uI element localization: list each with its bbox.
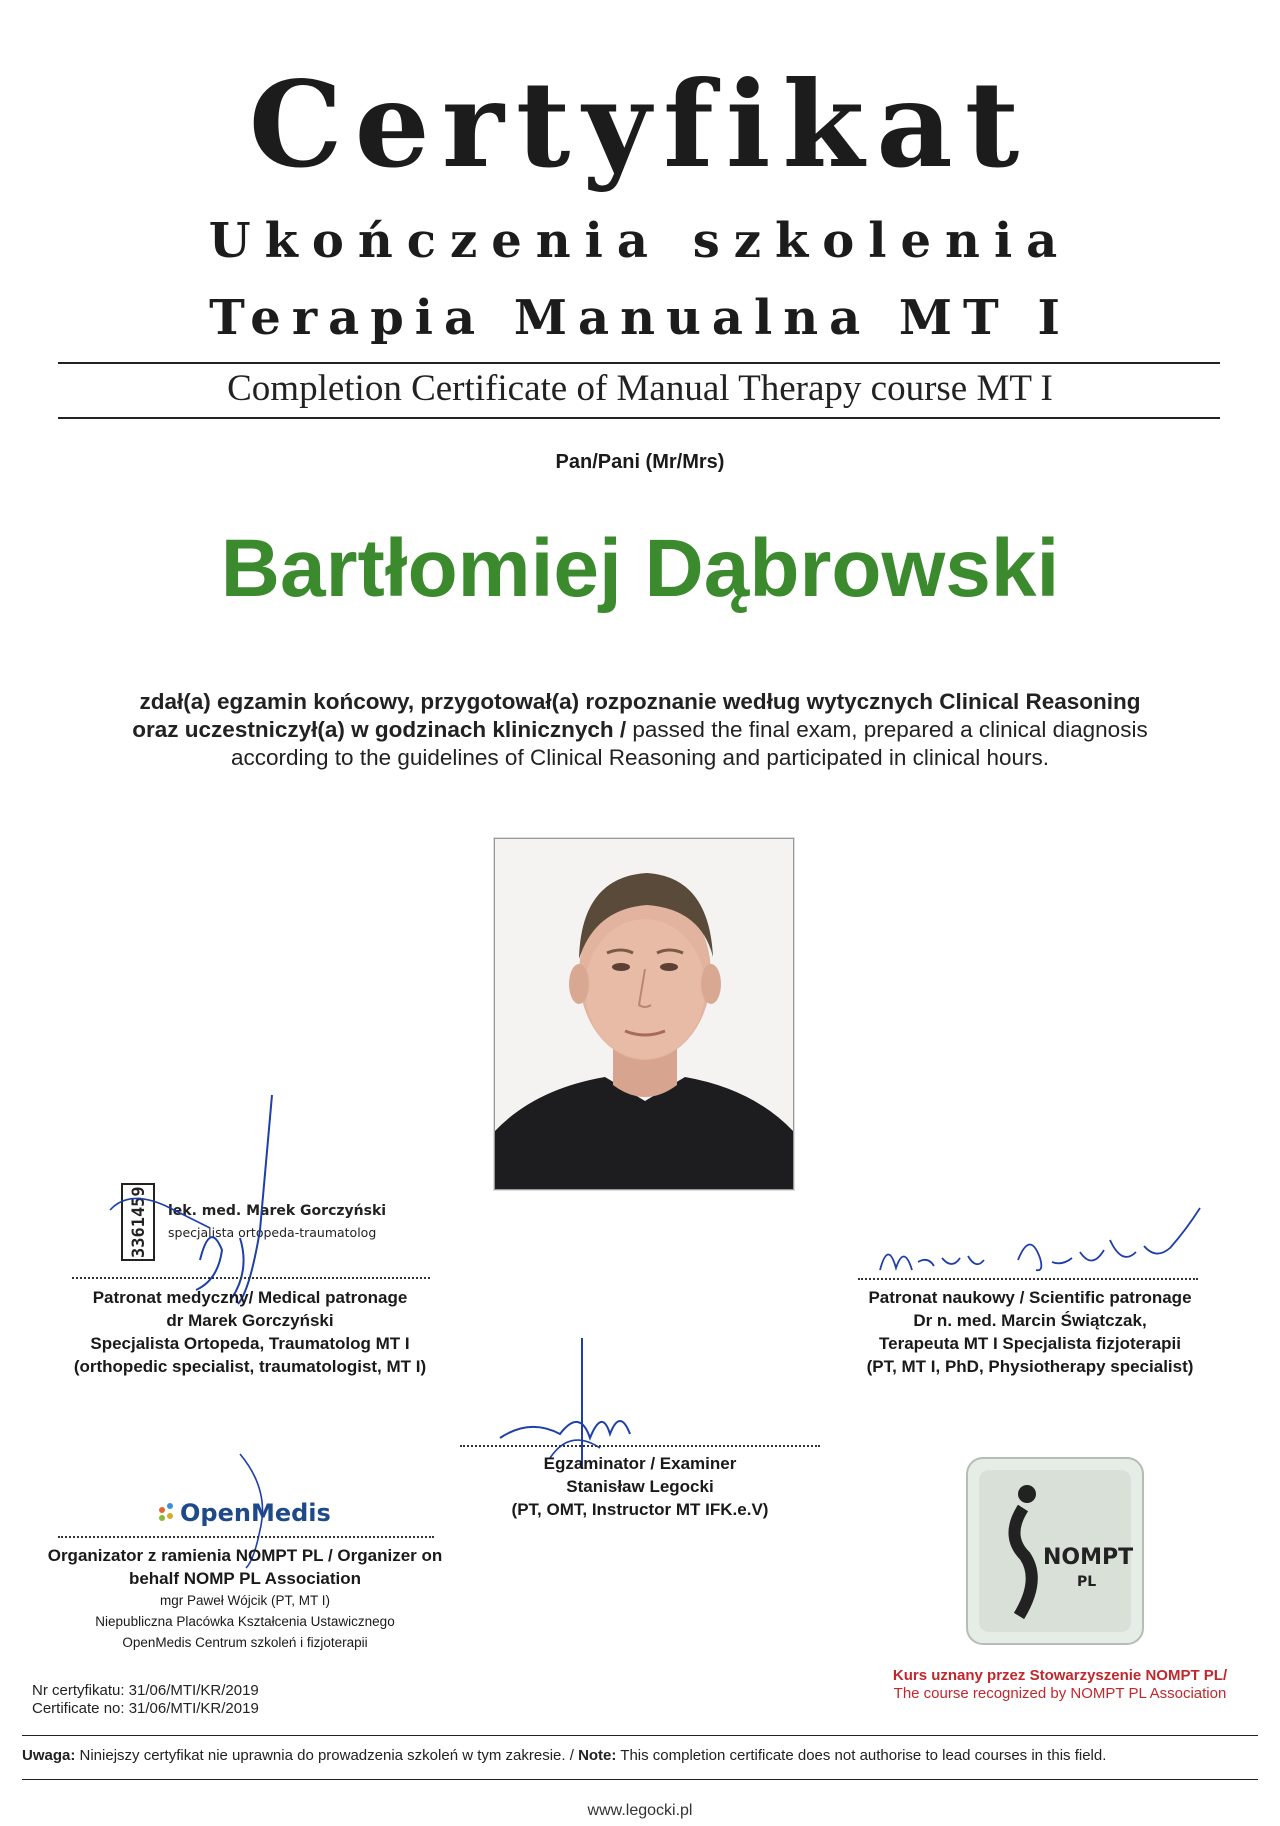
portrait-photo <box>494 838 794 1190</box>
portrait-image <box>495 839 793 1189</box>
stamp-line-2: specjalista ortopeda-traumatolog <box>168 1225 377 1240</box>
certificate-subtitle: Ukończenia szkolenia <box>208 213 1072 269</box>
openmedis-logo-text: OpenMedis <box>180 1499 331 1527</box>
logo-dot-icon <box>159 1507 165 1513</box>
medical-patron-role: Specjalista Ortopeda, Traumatolog MT I <box>90 1334 410 1353</box>
organizer-signature-line <box>58 1536 434 1538</box>
organizer-title: Organizator z ramienia NOMPT PL / Organizer on <box>47 1546 443 1565</box>
note-top-rule <box>22 1735 1258 1736</box>
medical-patron-role-en: (orthopedic specialist, traumatologist, MT I) <box>73 1357 427 1376</box>
examiner-block <box>440 1452 840 1521</box>
top-rule <box>58 362 1220 364</box>
nompt-figure-icon <box>1018 1485 1036 1503</box>
note-text-en: This completion certificate does not authorise to lead courses in this field. <box>616 1747 1107 1764</box>
certificate-title: Certyfikat <box>248 55 1032 194</box>
organizer-block <box>40 1544 450 1653</box>
scientific-patron-role: Terapeuta MT I Specjalista fizjoterapii <box>879 1334 1181 1353</box>
organizer-institution: Niepubliczna Placówka Kształcenia Ustawicznego <box>95 1614 395 1629</box>
recognition <box>870 1667 1250 1703</box>
examiner-title: Egzaminator / Examiner <box>543 1454 737 1473</box>
stamp-line-1: lek. med. Marek Gorczyński <box>168 1203 387 1219</box>
statement-pl-2: oraz uczestniczył(a) w godzinach klinicznych / <box>132 717 627 742</box>
scientific-patron-title: Patronat naukowy / Scientific patronage <box>868 1288 1192 1307</box>
scientific-signature-line <box>858 1278 1198 1280</box>
certificate-number <box>32 1682 259 1718</box>
hologram-brand: NOMPT <box>1043 1545 1134 1570</box>
examiner-name: Stanisław Legocki <box>566 1477 714 1496</box>
salutation: Pan/Pani (Mr/Mrs) <box>555 451 725 473</box>
statement-en-2: according to the guidelines of Clinical Reasoning and participated in clinical hours. <box>231 745 1049 770</box>
note-label-pl: Uwaga: <box>22 1747 76 1764</box>
stamp-number: 3361459 <box>129 1186 149 1258</box>
medical-patron-name: dr Marek Gorczyński <box>166 1311 334 1330</box>
recognition-en: The course recognized by NOMPT PL Association <box>893 1685 1227 1702</box>
nompt-hologram <box>965 1456 1145 1646</box>
medical-patron-block <box>40 1286 460 1378</box>
hologram-sub: PL <box>1077 1574 1097 1590</box>
scientific-patron-name: Dr n. med. Marcin Świątczak, <box>913 1311 1147 1330</box>
note-bottom-rule <box>22 1779 1258 1780</box>
course-name: Terapia Manualna MT I <box>209 290 1071 346</box>
note-text-pl: Niniejszy certyfikat nie uprawnia do prowadzenia szkoleń w tym zakresie. / <box>75 1747 579 1764</box>
english-title: Completion Certificate of Manual Therapy course MT I <box>227 368 1053 409</box>
scientific-patron-role-en: (PT, MT I, PhD, Physiotherapy specialist) <box>866 1357 1194 1376</box>
recipient-name: Bartłomiej Dąbrowski <box>220 523 1060 614</box>
statement-en-1: passed the final exam, prepared a clinical diagnosis <box>626 717 1148 742</box>
organizer-person: mgr Paweł Wójcik (PT, MT I) <box>159 1593 330 1608</box>
medical-patron-title: Patronat medyczny/ Medical patronage <box>92 1288 408 1307</box>
certificate-number-en: Certificate no: 31/06/MTI/KR/2019 <box>32 1700 259 1717</box>
recognition-pl: Kurs uznany przez Stowarzyszenie NOMPT PL/ <box>892 1667 1228 1684</box>
note-label-en: Note: <box>578 1747 617 1764</box>
organizer-institution-2: OpenMedis Centrum szkoleń i fizjoterapii <box>122 1635 368 1650</box>
statement-pl-1: zdał(a) egzamin końcowy, przygotował(a) rozpoznanie według wytycznych Clinical Reasoning <box>139 689 1141 714</box>
bottom-rule <box>58 417 1220 419</box>
examiner-credentials: (PT, OMT, Instructor MT IFK.e.V) <box>511 1500 769 1519</box>
certificate-number-pl: Nr certyfikatu: 31/06/MTI/KR/2019 <box>32 1682 259 1699</box>
scientific-patron-signature <box>860 1200 1220 1290</box>
examiner-signature-line <box>460 1445 820 1447</box>
scientific-patron-block <box>830 1286 1230 1378</box>
medical-signature-line <box>72 1277 430 1279</box>
organizer-title-2: behalf NOMP PL Association <box>128 1569 362 1588</box>
website-link[interactable]: www.legocki.pl <box>587 1802 693 1819</box>
statement <box>80 688 1200 772</box>
disclaimer-note <box>22 1747 1106 1764</box>
